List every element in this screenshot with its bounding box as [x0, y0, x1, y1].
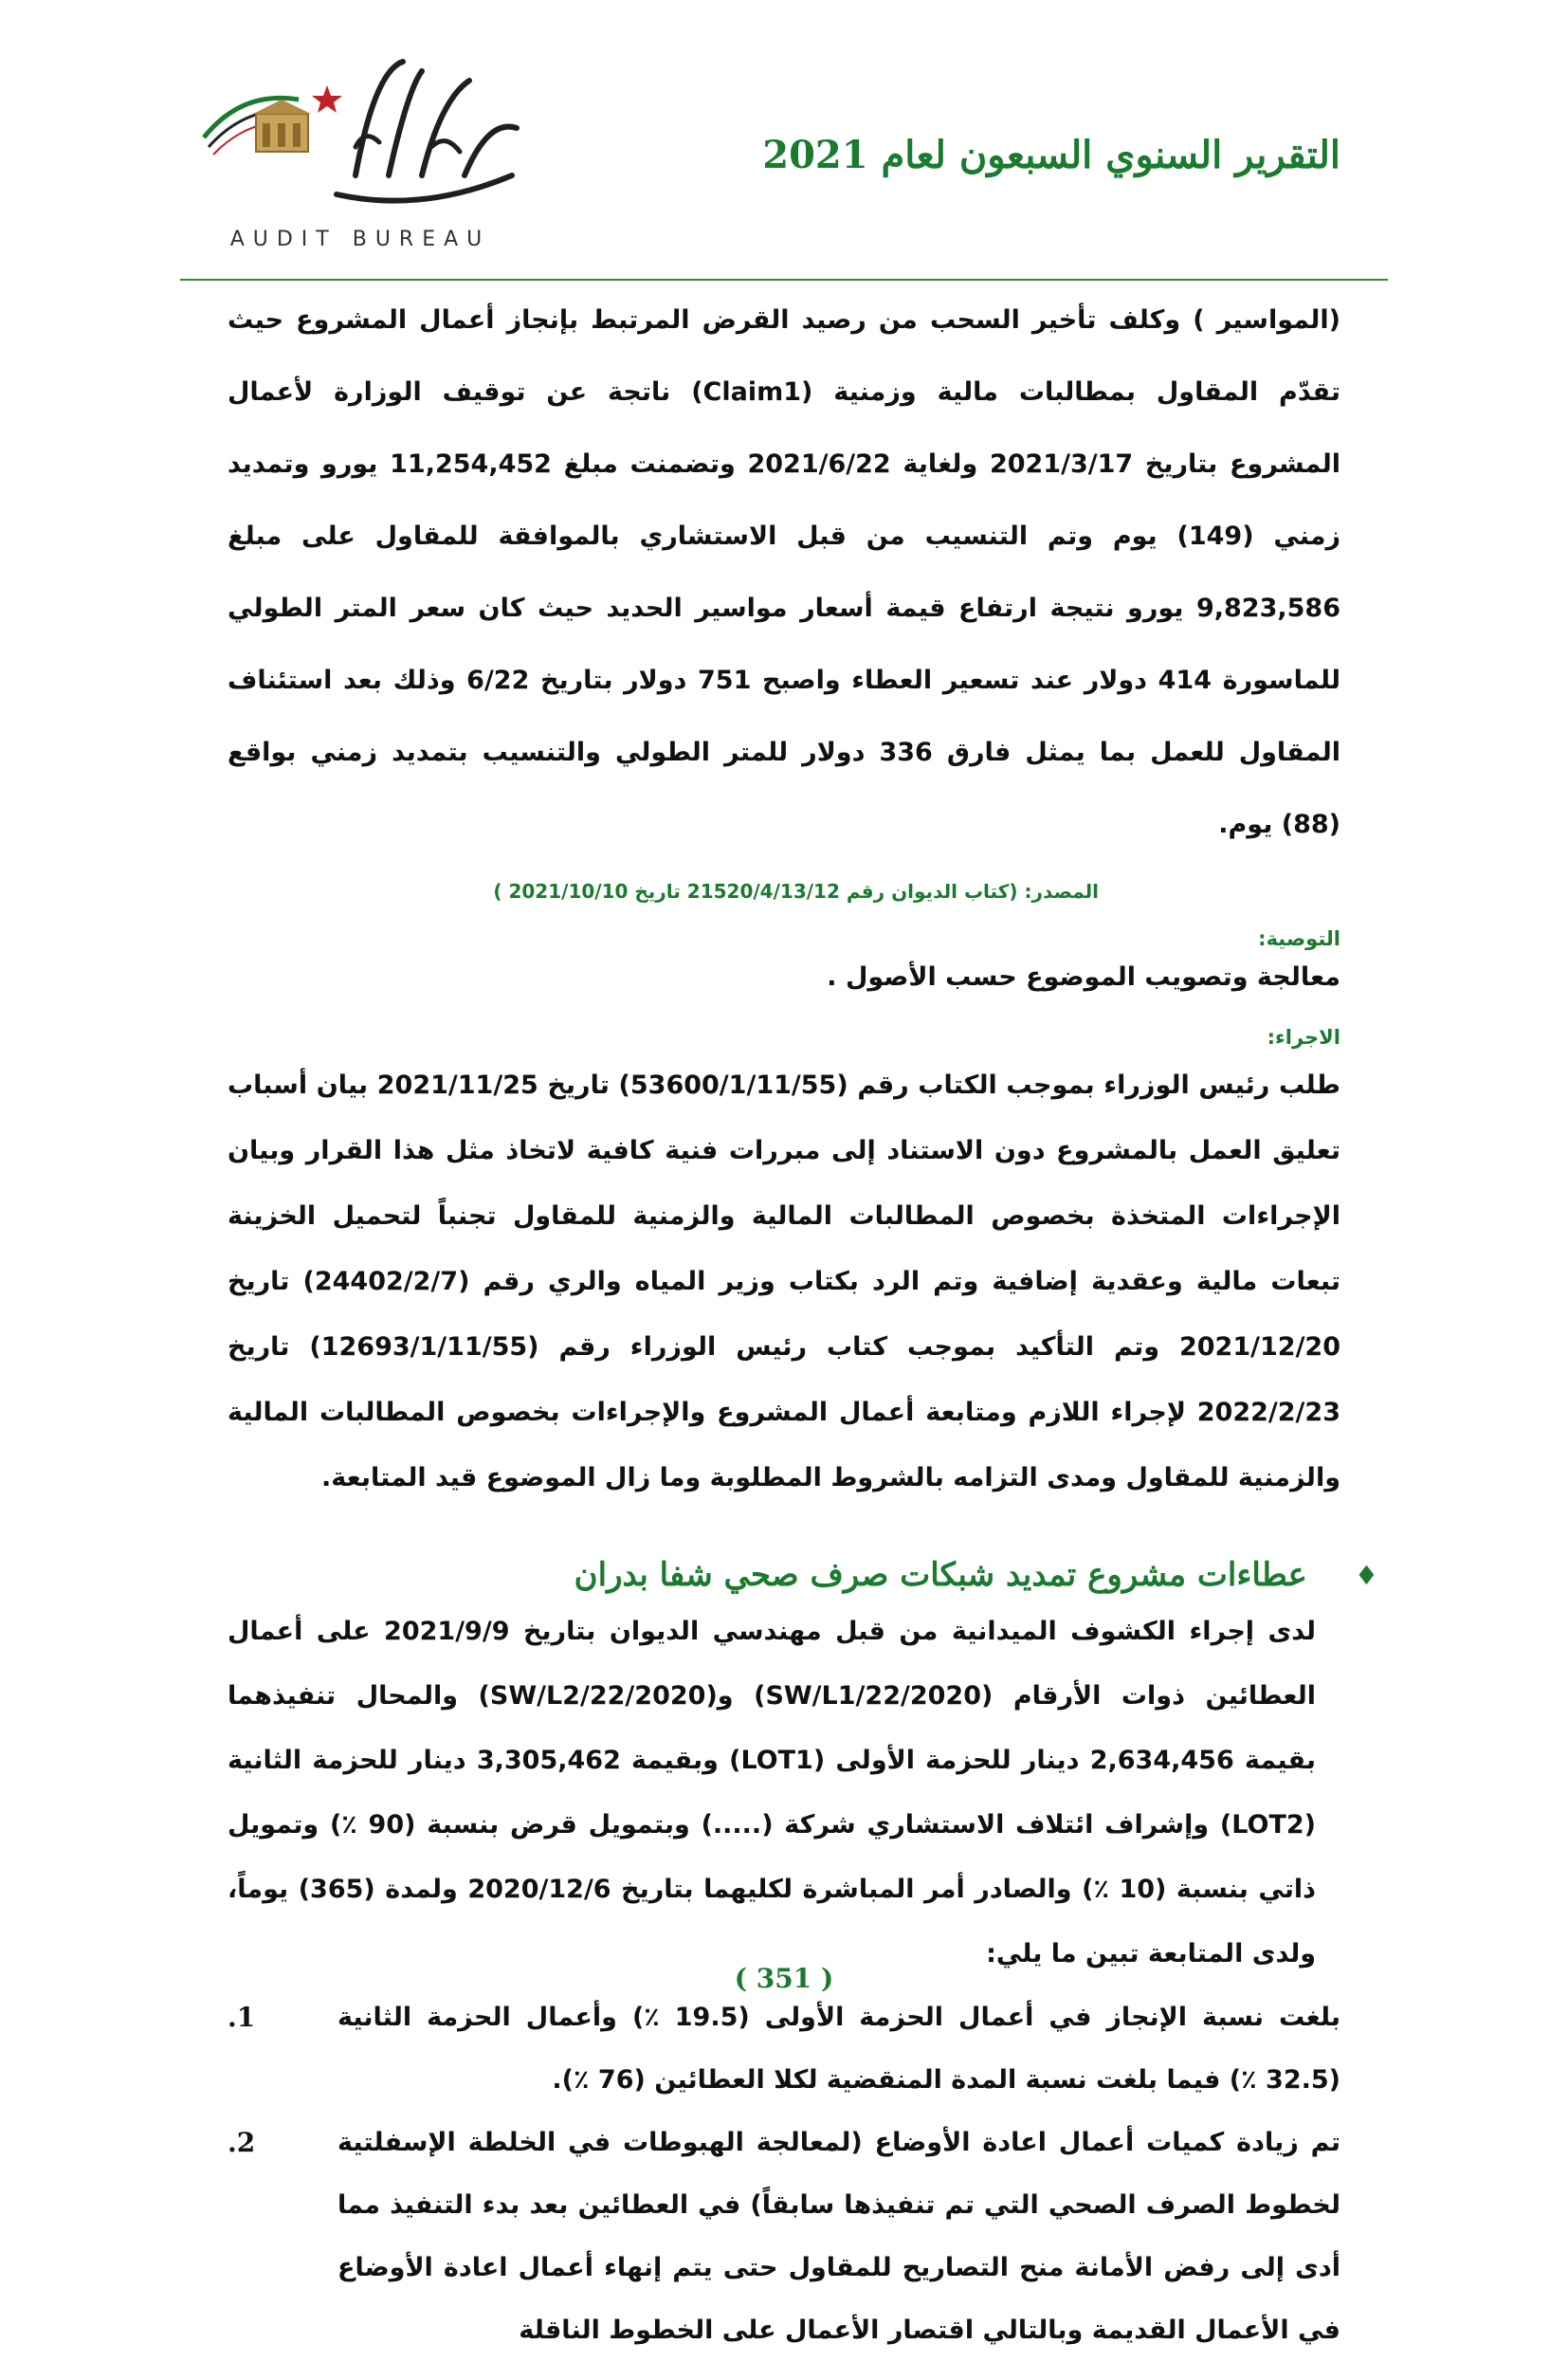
logo-caption: AUDIT BUREAU: [229, 228, 491, 251]
diamond-bullet-icon: ♦: [1354, 1559, 1378, 1591]
source-note: المصدر: (كتاب الديوان رقم 21520/4/13/12 تاريخ 2021/10/10 ): [493, 880, 1099, 903]
section-intro: لدى إجراء الكشوف الميدانية من قبل مهندسي الديوان بتاريخ 2021/9/9 على أعمال العطائين ذوات الأرقام (22/2020/SW/L1) و(22/2020/SW/L2) والمحال تنفيذهما بقيمة 2,634,456 دينار للحزمة الأولى (LOT1) وبقيمة 3,305,462 دينار للحزمة الثانية (LOT2) وإشراف ائتلاف الاستشاري شركة (.....) وبتمويل قرض بنسبة (90 ٪) وتمويل ذاتي بنسبة (10 ٪) والصادر أمر المباشرة لكليهما بتاريخ 2020/12/6 ولمدة (365) يوماً، ولدى المتابعة تبين ما يلي:: [228, 1617, 1317, 1968]
recommendation-text: معالجة وتصويب الموضوع حسب الأصول .: [827, 962, 1340, 992]
list-item-number: 1.: [228, 2002, 256, 2033]
paragraph-claims: (المواسير ) وكلف تأخير السحب من رصيد القرض المرتبط بإنجاز أعمال المشروع حيث تقدّم المقاول بمطالبات مالية وزمنية (Claim1) ناتجة عن توقيف الوزارة لأعمال المشروع بتاريخ 2021/3/17 ولغاية 2021/6/22 وتضمنت مبلغ 11,254,452 يورو وتمديد زمني (149) يوم وتم التنسيب من قبل الاستشاري بالموافقة للمقاول على مبلغ 9,823,586 يورو نتيجة ارتفاع قيمة أسعار مواسير الحديد حيث كان سعر المتر الطولي للماسورة 414 دولار عند تسعير العطاء واصبح 751 دولار بتاريخ 6/22 وذلك بعد استئناف المقاول للعمل بما يمثل فارق 336 دولار للمتر الطولي والتنسيب بتمديد زمني بواقع (88) يوم.: [228, 305, 1341, 839]
list-item: [228, 2112, 1340, 2362]
recommendation-label: التوصية:: [1258, 927, 1340, 950]
section-heading: [228, 1556, 1378, 1594]
action-label: الاجراء:: [1267, 1026, 1340, 1049]
action-text: طلب رئيس الوزراء بموجب الكتاب رقم (53600/1/11/55) تاريخ 2021/11/25 بيان أسباب تعليق العمل بالمشروع دون الاستناد إلى مبررات فنية كافية لاتخاذ مثل هذا القرار وبيان الإجراءات المتخذة بخصوص المطالبات المالية والزمنية للمقاول تجنباً لتحميل الخزينة تبعات مالية وعقدية إضافية وتم الرد بكتاب وزير المياه والري رقم (24402/2/7) تاريخ 2021/12/20 وتم التأكيد بموجب كتاب رئيس الوزراء رقم (12693/1/11/55) تاريخ 2022/2/23 لإجراء اللازم ومتابعة أعمال المشروع والإجراءات بخصوص المطالبات المالية والزمنية للمقاول ومدى التزامه بالشروط المطلوبة وما زال الموضوع قيد المتابعة.: [228, 1071, 1340, 1492]
list-item: [228, 1987, 1340, 2112]
findings-list: [228, 1987, 1340, 2362]
header-divider: [180, 279, 1388, 281]
list-item-number: 2.: [228, 2127, 256, 2158]
audit-bureau-logo: [185, 33, 536, 251]
report-title: التقرير السنوي السبعون لعام 2021: [762, 133, 1340, 177]
page-header: [0, 0, 1568, 275]
list-item-text: بلغت نسبة الإنجاز في أعمال الحزمة الأولى (19.5 ٪) وأعمال الحزمة الثانية (32.5 ٪) فيما بلغت نسبة المدة المنقضية لكلا العطائين (76 ٪).: [337, 2003, 1340, 2095]
list-item-text: تم زيادة كميات أعمال اعادة الأوضاع (لمعالجة الهبوطات في الخلطة الإسفلتية لخطوط الصرف الصحي التي تم تنفيذها سابقاً) في العطائين بعد بدء التنفيذ مما أدى إلى رفض الأمانة منح التصاريح للمقاول حتى يتم إنهاء أعمال اعادة الأوضاع في الأعمال القديمة وبالتالي اقتصار الأعمال على الخطوط الناقلة: [337, 2128, 1340, 2345]
page-number: ( 351 ): [734, 1963, 834, 1994]
logo-emblem-icon: [185, 33, 536, 223]
page-content: [228, 284, 1378, 2362]
section-title: عطاءات مشروع تمديد شبكات صرف صحي شفا بدران: [574, 1556, 1307, 1594]
